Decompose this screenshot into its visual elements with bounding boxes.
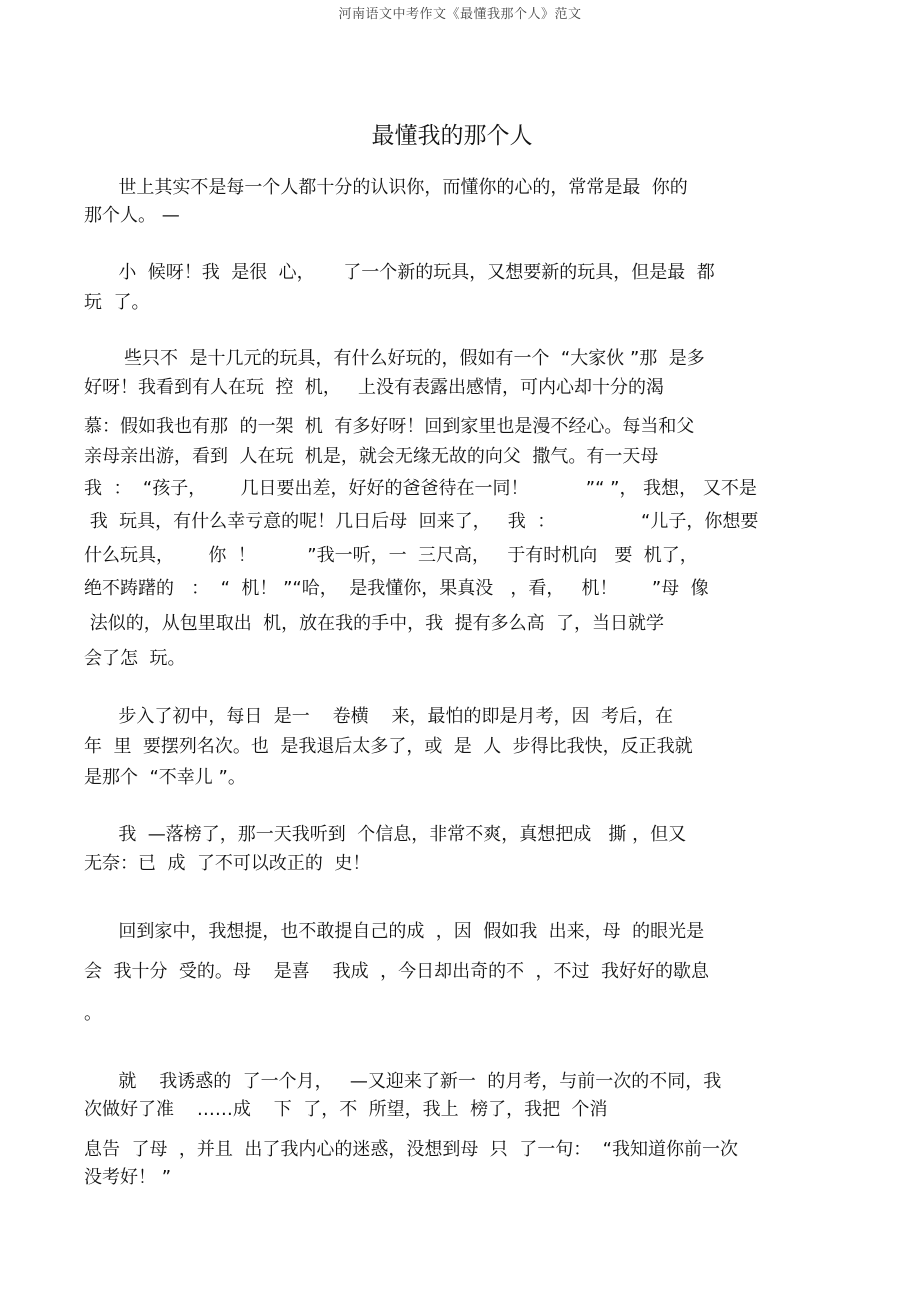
text-line: 次做好了准 ……成 下 了，不 所望，我上 榜了，我把 个消 [84, 1099, 608, 1120]
text-line: 我 玩具，有什么幸亏意的呢！几日后母 回来了， 我 ： “儿子，你想要 [84, 511, 759, 532]
text-line: 绝不踌躇的 ： “ 机！ ”“哈， 是我懂你，果真没 ，看， 机！ ”母 像 [84, 578, 709, 599]
text-line: 就 我诱惑的 了一个月， —又迎来了新一 的月考，与前一次的不同，我 [84, 1071, 722, 1092]
document-title: 最懂我的那个人 [371, 123, 533, 149]
text-line: 小 候呀！我 是很 心， 了一个新的玩具，又想要新的玩具，但是最 都 [84, 262, 715, 283]
text-line: 回到家中，我想提，也不敢提自己的成 ，因 假如我 出来，母 的眼光是 [84, 921, 705, 942]
text-line: 步入了初中，每日 是一 卷横 来，最怕的即是月考，因 考后，在 [84, 706, 673, 727]
text-line: 我 ： “孩子， 几日要出差，好好的爸爸待在一同！ ”“ ”， 我想， 又不是 [84, 478, 757, 499]
text-line: 那个人。 — [84, 205, 180, 226]
text-line: 会了怎 玩。 [84, 648, 186, 669]
text-line: 好呀！我看到有人在玩 控 机， 上没有表露出感情，可内心却十分的渴 [84, 377, 665, 398]
text-line: 什么玩具， 你 ！ ”我一听，一 三尺高， 于有时机向 要 机了， [84, 545, 698, 566]
text-line: 无奈：已 成 了不可以改正的 史！ [84, 853, 371, 874]
text-line: 年 里 要摆列名次。也 是我退后太多了，或 是 人 步得比我快，反正我就 [84, 736, 693, 757]
text-line: 玩 了。 [84, 292, 150, 313]
text-line: 没考好！ ” [84, 1167, 172, 1188]
text-line: 。 [84, 1003, 102, 1024]
text-line: 会 我十分 受的。母 是喜 我成 ，今日却出奇的不 ，不过 我好好的歇息 [84, 961, 709, 982]
page-header: 河南语文中考作文《最懂我那个人》范文 [338, 7, 582, 22]
text-line: 亲母亲出游，看到 人在玩 机是，就会无缘无故的向父 撒气。有一天母 [84, 446, 659, 467]
text-line: 我 —落榜了，那一天我听到 个信息，非常不爽，真想把成 撕 ，但又 [84, 824, 687, 845]
text-line: 些只不 是十几元的玩具，有什么好玩的，假如有一个 “大家伙 ”那 是多 [84, 348, 705, 369]
text-line: 息告 了母 ，并且 出了我内心的迷惑，没想到母 只 了一句： “我知道你前一次 [84, 1139, 738, 1160]
text-line: 法似的，从包里取出 机，放在我的手中，我 提有多么高 了，当日就学 [84, 613, 665, 634]
text-line: 世上其实不是每一个人都十分的认识你，而懂你的心的，常常是最 你的 [84, 177, 688, 198]
text-line: 慕：假如我也有那 的一架 机 有多好呀！回到家里也是漫不经心。每当和父 [84, 416, 695, 437]
text-line: 是那个 “不幸儿 ”。 [84, 767, 246, 788]
